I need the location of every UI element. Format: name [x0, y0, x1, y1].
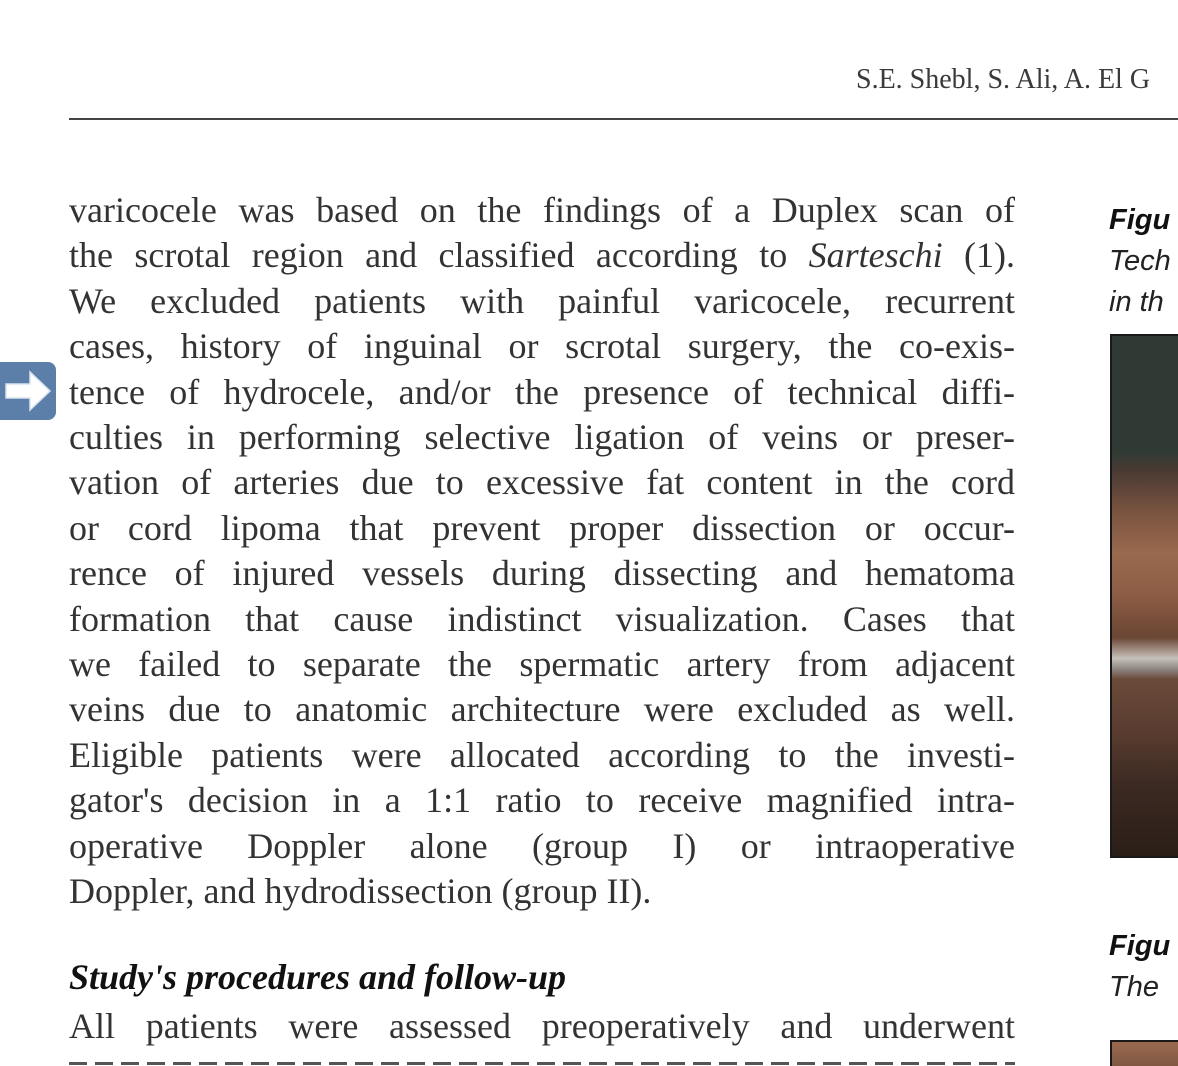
line-text: culties in performing selective ligation of veins or preser- [69, 417, 1015, 458]
line-text: gator's decision in a 1:1 ratio to receive magnified intra- [69, 780, 1015, 821]
cut-off-text-line [69, 1054, 1015, 1066]
line-text: Doppler, and hydrodissection (group II). [69, 871, 652, 912]
figure-caption-2 [1109, 926, 1170, 1008]
line-text: tence of hydrocele, and/or the presence of technical diffi- [69, 371, 1015, 412]
figure-label: Figu [1109, 204, 1171, 236]
header-rule [69, 118, 1178, 120]
italic-term: Sarteschi [808, 235, 943, 276]
caption-line: The [1109, 971, 1159, 1003]
line-text: (1). [942, 235, 1015, 276]
figure-caption-1 [1109, 200, 1171, 323]
figure-image [1110, 334, 1178, 858]
line-text: cases, history of inguinal or scrotal surgery, the co-exis- [69, 326, 1015, 367]
figure-label: Figu [1109, 930, 1171, 962]
text-line [69, 642, 1015, 687]
line-text: rence of injured vessels during dissecting and hematoma [69, 553, 1015, 594]
line-text: the scrotal region and classified according to [69, 235, 809, 276]
caption-line: in th [1109, 286, 1164, 318]
text-line [69, 687, 1015, 732]
text-line [69, 415, 1015, 460]
caption-line: Tech [1109, 245, 1171, 277]
text-line [69, 597, 1015, 642]
line-text: varicocele was based on the findings of a Duplex scan of [69, 190, 1015, 230]
line-text: or cord lipoma that prevent proper dissection or occur- [69, 507, 1015, 548]
text-line [69, 279, 1015, 324]
text-line [69, 233, 1015, 278]
text-line: All patients were assessed preoperatively and underwent [69, 1006, 1015, 1046]
text-line [69, 324, 1015, 369]
figure-image [1110, 1040, 1178, 1066]
text-line [69, 824, 1015, 869]
right-arrow-icon[interactable] [0, 362, 56, 420]
line-text: Eligible patients were allocated according to the investi- [69, 734, 1015, 775]
text-line [69, 460, 1015, 505]
paragraph-first-line [69, 1004, 1015, 1049]
line-text: We excluded patients with painful varicocele, recurrent [69, 280, 1015, 321]
body-paragraph [69, 188, 1015, 915]
text-line [69, 778, 1015, 823]
text-line [69, 733, 1015, 778]
section-heading: Study's procedures and follow-up [69, 957, 567, 997]
text-line [69, 869, 1015, 914]
text-line [69, 506, 1015, 551]
text-line [69, 188, 1015, 233]
text-line [69, 370, 1015, 415]
line-text: veins due to anatomic architecture were excluded as well. [69, 689, 1015, 730]
line-text: we failed to separate the spermatic artery from adjacent [69, 644, 1015, 685]
line-text: formation that cause indistinct visualization. Cases that [69, 598, 1015, 639]
text-line [69, 551, 1015, 596]
line-text: vation of arteries due to excessive fat content in the cord [69, 462, 1015, 503]
running-head: S.E. Shebl, S. Ali, A. El G [856, 64, 1151, 95]
line-text: operative Doppler alone (group I) or intraoperative [69, 825, 1015, 866]
